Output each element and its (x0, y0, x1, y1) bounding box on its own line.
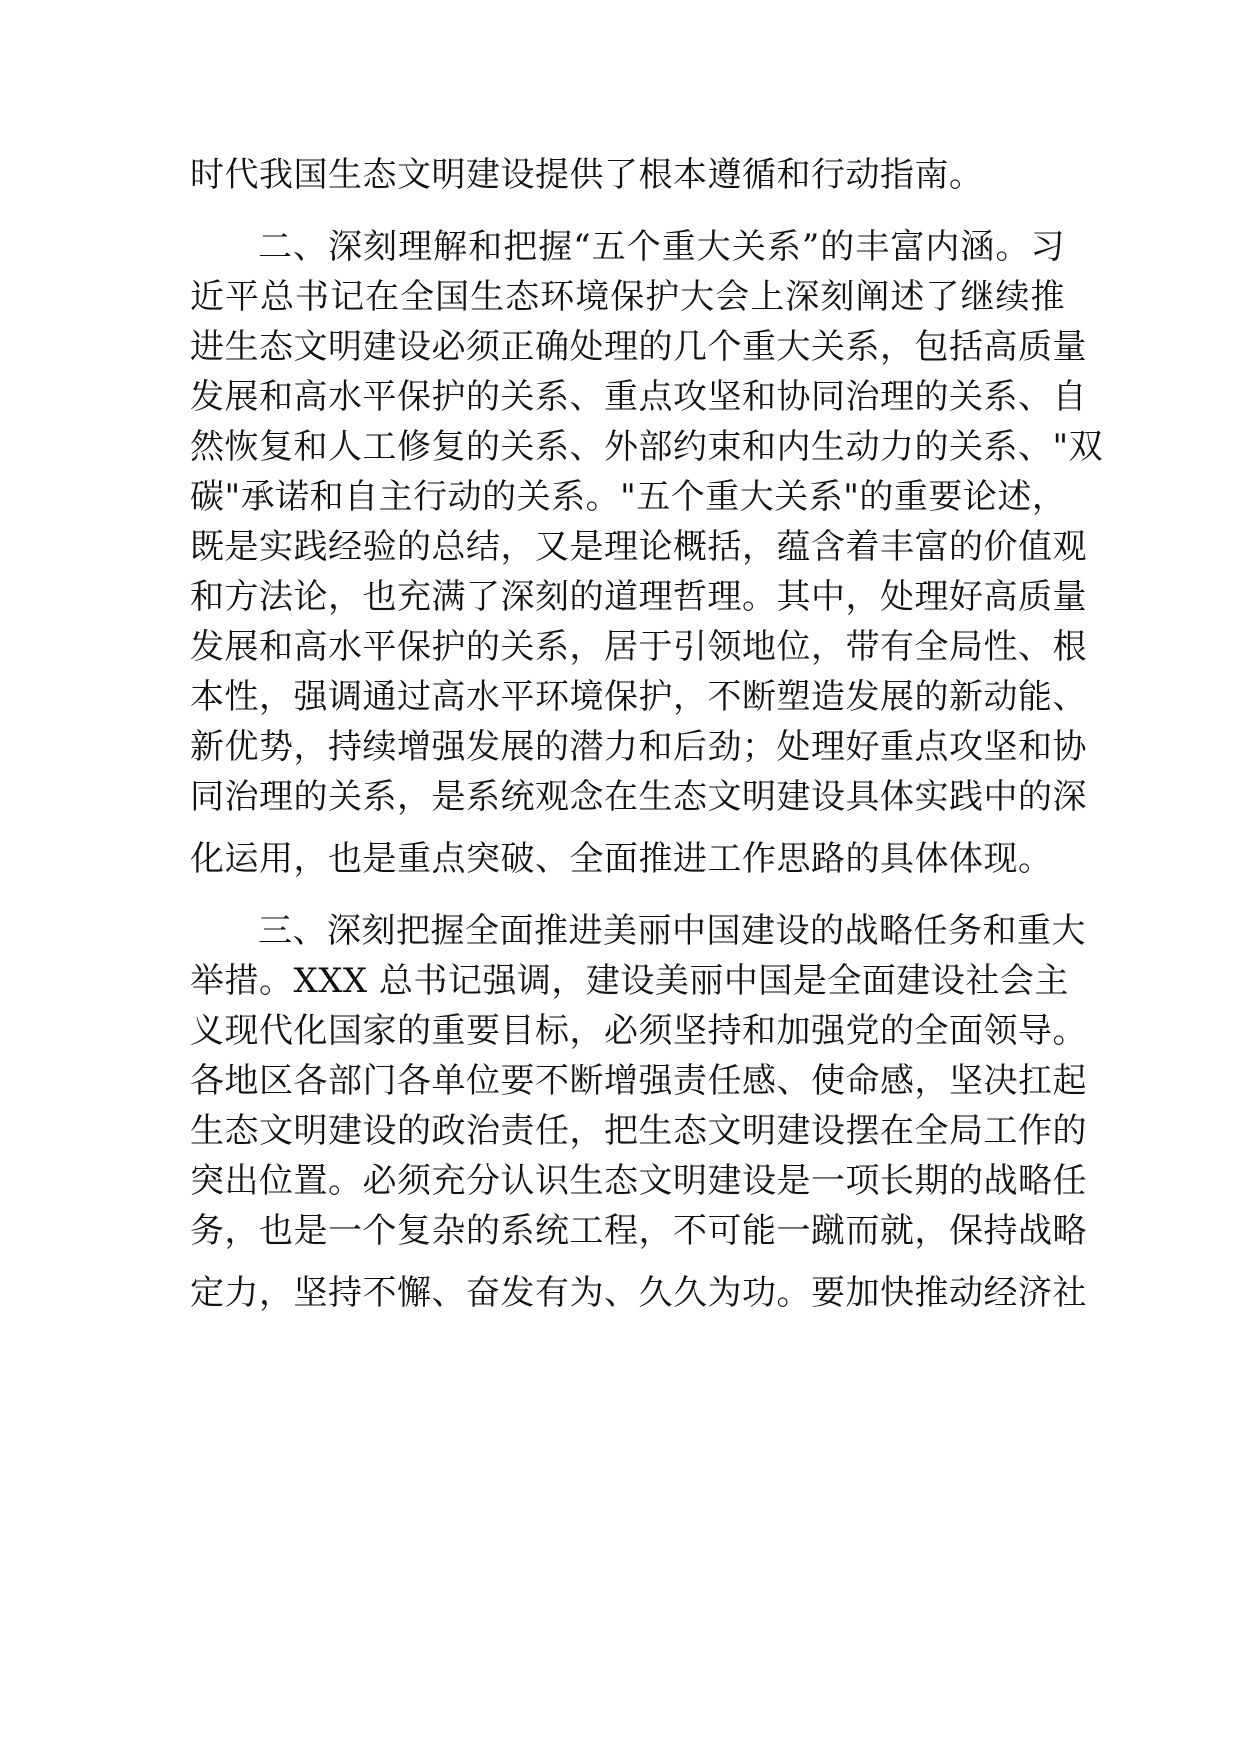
text-line: 发展和高水平保护的关系、重点攻坚和协同治理的关系、自 (190, 377, 1087, 417)
text-line: 新优势，持续增强发展的潜力和后劲；处理好重点攻坚和协 (190, 727, 1087, 767)
text-line: 务，也是一个复杂的系统工程，不可能一蹴而就，保持战略 (190, 1211, 1087, 1251)
text-line: 和方法论，也充满了深刻的道理哲理。其中，处理好高质量 (190, 577, 1087, 617)
paragraph-heading-3: 三、深刻把握全面推进美丽中国建设的战略任务和重大 (258, 911, 1086, 951)
text-line: 然恢复和人工修复的关系、外部约束和内生动力的关系、"双 (190, 427, 1104, 467)
text-line: 近平总书记在全国生态环境保护大会上深刻阐述了继续推 (190, 277, 1065, 317)
document-body (190, 150, 1104, 1318)
text-line: 既是实践经验的总结，又是理论概括，蕴含着丰富的价值观 (190, 527, 1087, 567)
text-line: 本性，强调通过高水平环境保护，不断塑造发展的新动能、 (190, 677, 1087, 717)
text-line: 同治理的关系，是系统观念在生态文明建设具体实践中的深 (190, 777, 1087, 817)
text-line: 突出位置。必须充分认识生态文明建设是一项长期的战略任 (190, 1161, 1087, 1201)
text-line: 发展和高水平保护的关系，居于引领地位，带有全局性、根 (190, 627, 1087, 667)
text-line: 进生态文明建设必须正确处理的几个重大关系，包括高质量 (190, 327, 1087, 367)
text-line: 举措。XXX 总书记强调，建设美丽中国是全面建设社会主 (190, 961, 1069, 1001)
text-line: 各地区各部门各单位要不断增强责任感、使命感，坚决扛起 (190, 1061, 1087, 1101)
text-line: 定力，坚持不懈、奋发有为、久久为功。要加快推动经济社 (190, 1273, 1087, 1313)
paragraph-heading-2: 二、深刻理解和把握“五个重大关系”的丰富内涵。习 (258, 227, 1065, 267)
text-line: 义现代化国家的重要目标，必须坚持和加强党的全面领导。 (190, 1011, 1087, 1051)
text-line: 碳"承诺和自主行动的关系。"五个重大关系"的重要论述， (190, 477, 1067, 517)
text-line: 生态文明建设的政治责任，把生态文明建设摆在全局工作的 (190, 1111, 1087, 1151)
text-line: 化运用，也是重点突破、全面推进工作思路的具体体现。 (190, 839, 1053, 879)
text-line: 时代我国生态文明建设提供了根本遵循和行动指南。 (190, 155, 984, 195)
